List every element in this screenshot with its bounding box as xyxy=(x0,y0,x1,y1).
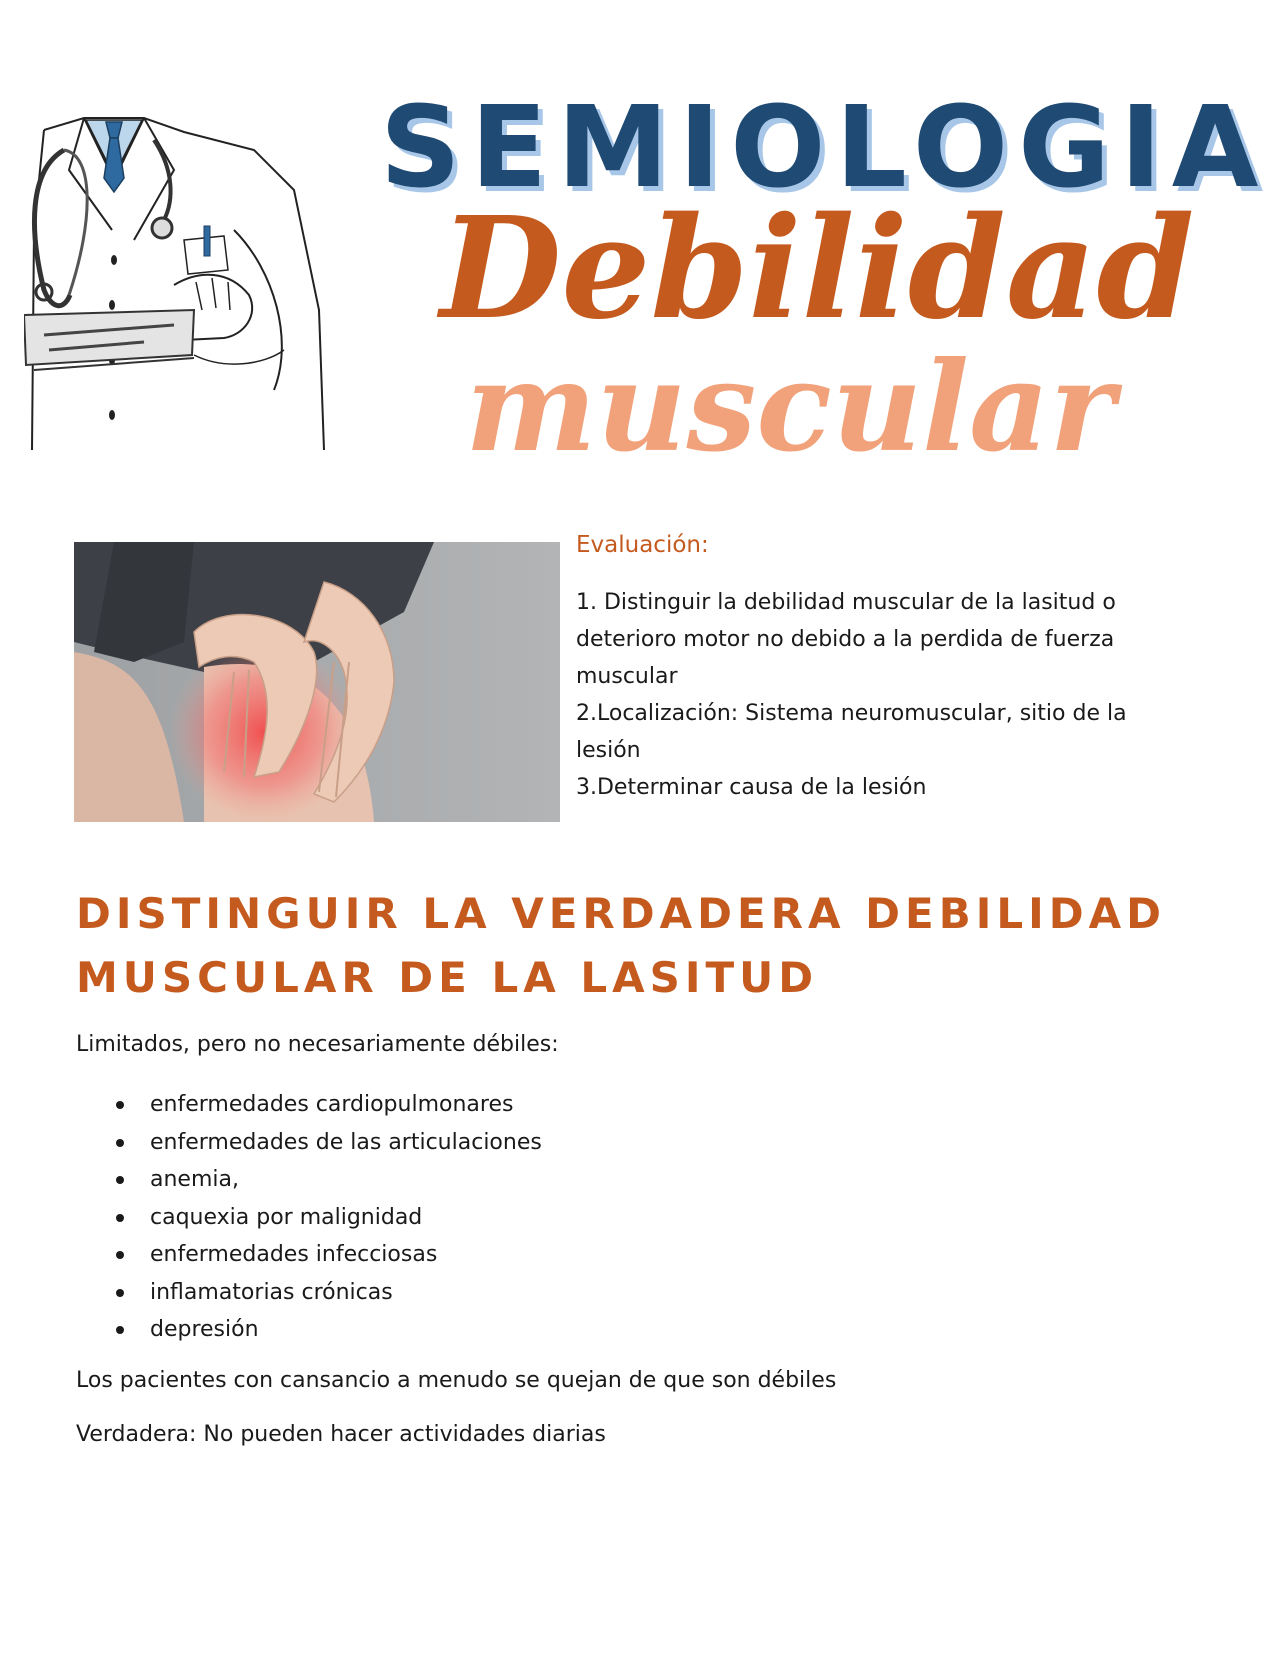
evaluation-item: 3.Determinar causa de la lesión xyxy=(576,775,927,800)
evaluation-section xyxy=(576,530,1176,806)
title-debilidad: Debilidad xyxy=(440,187,1195,351)
list-item xyxy=(112,1086,542,1124)
list-item xyxy=(112,1274,542,1312)
list-item xyxy=(112,1236,542,1274)
section-heading xyxy=(76,882,1176,1010)
list-item xyxy=(112,1199,542,1237)
bullet-icon xyxy=(116,1214,124,1222)
list-item-text: anemia, xyxy=(150,1167,239,1192)
section-heading-line1: DISTINGUIR LA VERDADERA DEBILIDAD xyxy=(76,889,1166,938)
bullet-icon xyxy=(116,1251,124,1259)
list-item xyxy=(112,1124,542,1162)
list-item xyxy=(112,1311,542,1349)
doctor-illustration xyxy=(24,110,344,470)
bullet-icon xyxy=(116,1176,124,1184)
list-item-text: inflamatorias crónicas xyxy=(150,1279,393,1305)
paragraph-true-weakness: Verdadera: No pueden hacer actividades diarias xyxy=(76,1422,606,1447)
bullet-icon xyxy=(116,1101,124,1109)
title-muscular: muscular xyxy=(465,335,1115,480)
title-block xyxy=(380,83,1269,480)
evaluation-item: 1. Distinguir la debilidad muscular de la lasitud o deterioro motor no debido a la perdida de fuerza muscular xyxy=(576,590,1116,689)
list-item xyxy=(112,1161,542,1199)
bullet-icon xyxy=(116,1289,124,1297)
bullet-icon xyxy=(116,1139,124,1147)
knee-pain-photo xyxy=(74,542,560,822)
list-item-text: enfermedades cardiopulmonares xyxy=(150,1092,514,1117)
section-heading-line2: MUSCULAR DE LA LASITUD xyxy=(76,953,819,1002)
evaluation-heading: Evaluación: xyxy=(576,532,709,558)
list-item-text: enfermedades de las articulaciones xyxy=(150,1129,542,1155)
bullet-icon xyxy=(116,1326,124,1334)
intro-text: Limitados, pero no necesariamente débiles: xyxy=(76,1032,559,1057)
paragraph-tiredness: Los pacientes con cansancio a menudo se quejan de que son débiles xyxy=(76,1368,837,1393)
title-semiologia: SEMIOLOGIA xyxy=(380,83,1269,213)
list-item-text: caquexia por malignidad xyxy=(150,1204,423,1230)
evaluation-item: 2.Localización: Sistema neuromuscular, sitio de la lesión xyxy=(576,701,1127,763)
list-item-text: enfermedades infecciosas xyxy=(150,1242,438,1267)
conditions-list xyxy=(112,1086,542,1349)
list-item-text: depresión xyxy=(150,1317,259,1342)
